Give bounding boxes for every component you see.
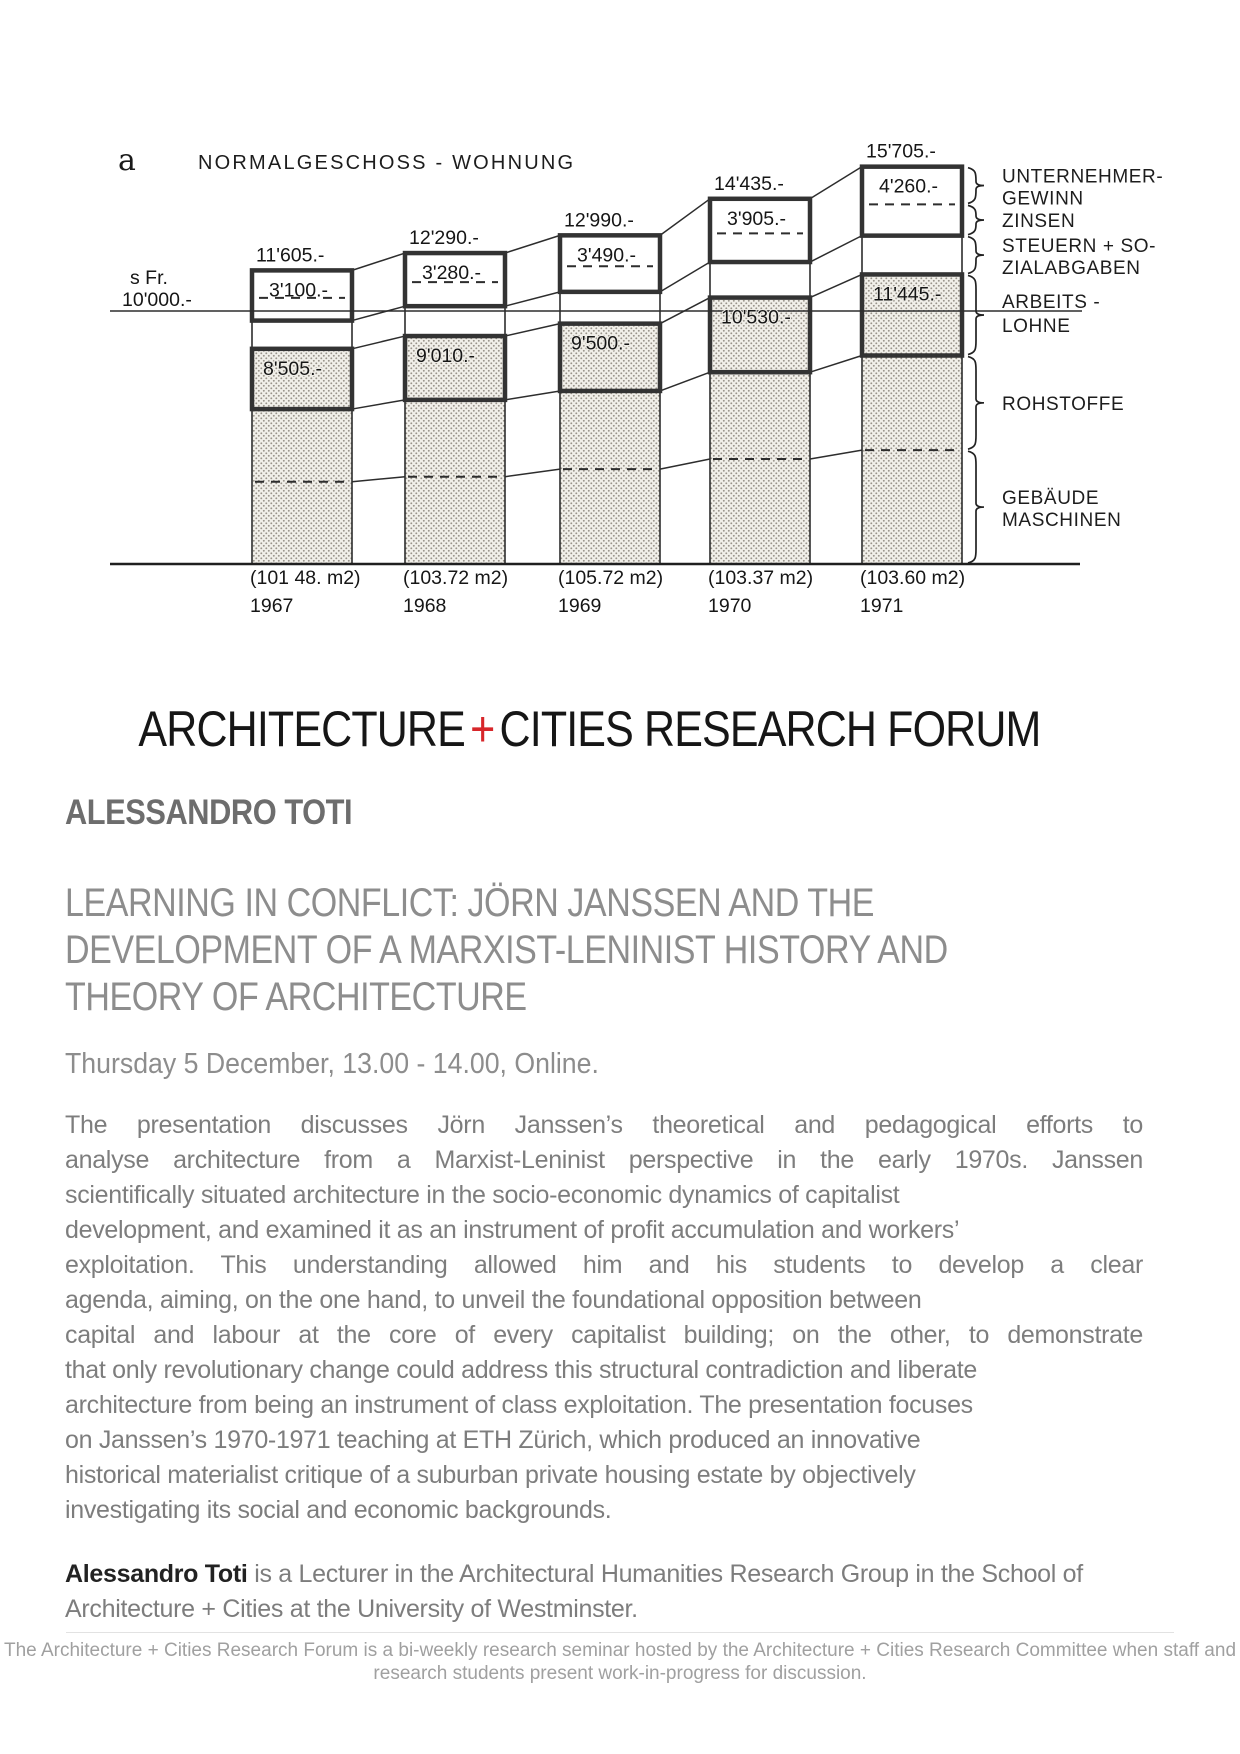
svg-text:1969: 1969 (558, 595, 602, 617)
svg-text:(103.72 m2): (103.72 m2) (403, 567, 509, 589)
svg-text:11'605.-: 11'605.- (256, 244, 325, 267)
abstract-line: that only revolutionary change could address this structural contradiction and liberate (65, 1356, 977, 1384)
svg-text:15'705.-: 15'705.- (866, 140, 936, 163)
svg-text:3'905.-: 3'905.- (727, 207, 787, 230)
svg-text:11'445.-: 11'445.- (873, 283, 942, 306)
event-datetime: Thursday 5 December, 13.00 - 14.00, Online. (65, 1048, 599, 1080)
abstract-line: development, and examined it as an instrument of profit accumulation and workers’ (65, 1216, 960, 1244)
abstract-line: The presentation discusses Jörn Janssen’s theoretical and pedagogical efforts to (65, 1111, 1143, 1139)
abstract-line: analyse architecture from a Marxist-Leninist perspective in the early 1970s. Janssen (65, 1146, 1143, 1174)
footer-note (0, 1639, 1240, 1685)
svg-text:(103.60 m2): (103.60 m2) (860, 567, 966, 589)
footer-line: research students present work-in-progress for discussion. (373, 1663, 867, 1684)
svg-text:14'435.-: 14'435.- (714, 172, 784, 195)
segment-legend-2 (968, 236, 1156, 279)
segment-legend-1 (968, 205, 1075, 234)
svg-text:(101 48. m2): (101 48. m2) (250, 567, 361, 589)
svg-text:ROHSTOFFE: ROHSTOFFE (1002, 393, 1125, 415)
talk-title-line: THEORY OF ARCHITECTURE (65, 975, 527, 1019)
segment-legend-5 (968, 451, 1121, 563)
forum-title-plus: + (470, 701, 495, 757)
chart-title: NORMALGESCHOSS - WOHNUNG (198, 152, 576, 174)
bio-line: Alessandro Toti is a Lecturer in the Architectural Humanities Research Group in the School of (65, 1560, 1083, 1588)
svg-text:1968: 1968 (403, 595, 447, 617)
svg-text:UNTERNEHMER-: UNTERNEHMER- (1002, 166, 1164, 188)
forum-title-part2: CITIES RESEARCH FORUM (499, 701, 1041, 757)
bio-line: Architecture + Cities at the University of Westminster. (65, 1595, 638, 1623)
abstract-line: exploitation. This understanding allowed him and his students to develop a clear (65, 1251, 1143, 1279)
svg-text:3'280.-: 3'280.- (422, 262, 482, 285)
svg-text:4'260.-: 4'260.- (879, 175, 939, 198)
svg-text:MASCHINEN: MASCHINEN (1002, 510, 1122, 532)
svg-text:1970: 1970 (708, 595, 752, 617)
segment-legend-4 (968, 357, 1124, 450)
svg-text:9'500.-: 9'500.- (571, 332, 631, 355)
talk-title-line: DEVELOPMENT OF A MARXIST-LENINIST HISTORY AND (65, 928, 948, 972)
abstract-line: scientifically situated architecture in the socio-economic dynamics of capitalist (65, 1181, 900, 1209)
svg-text:LOHNE: LOHNE (1002, 316, 1071, 337)
svg-text:3'490.-: 3'490.- (577, 244, 637, 267)
svg-text:8'505.-: 8'505.- (263, 357, 323, 380)
abstract-line: historical materialist critique of a suburban private housing estate by objectively (65, 1461, 916, 1489)
abstract-line: capital and labour at the core of every capitalist building; on the other, to demonstrate (65, 1321, 1143, 1349)
svg-text:STEUERN + SO-: STEUERN + SO- (1002, 236, 1157, 258)
abstract-line: agenda, aiming, on the one hand, to unveil the foundational opposition between (65, 1286, 922, 1314)
abstract-line: investigating its social and economic backgrounds. (65, 1496, 612, 1524)
y-axis-label (122, 267, 192, 311)
talk-title-line: LEARNING IN CONFLICT: JÖRN JANSSEN AND THE (65, 881, 875, 925)
footer-line: The Architecture + Cities Research Forum is a bi-weekly research seminar hosted by the Architecture + Cities Research Committee when staff and (3, 1640, 1237, 1661)
bar-1970 (710, 199, 810, 564)
svg-text:GEBÄUDE: GEBÄUDE (1002, 488, 1100, 510)
svg-text:1967: 1967 (250, 595, 294, 617)
svg-text:12'990.-: 12'990.- (564, 209, 634, 232)
figure-letter: a (118, 143, 136, 178)
svg-text:1971: 1971 (860, 595, 904, 617)
bar-1971 (862, 167, 962, 564)
cost-breakdown-chart (70, 112, 1182, 668)
footer-divider (66, 1632, 1174, 1633)
speaker-name: ALESSANDRO TOTI (65, 793, 353, 832)
bar-1967 (252, 270, 352, 564)
bar-1968 (405, 253, 505, 564)
svg-text:ARBEITS -: ARBEITS - (1002, 292, 1101, 313)
bar-1969 (560, 235, 660, 564)
svg-text:9'010.-: 9'010.- (416, 345, 476, 368)
abstract-line: architecture from being an instrument of class exploitation. The presentation focuses (65, 1391, 973, 1419)
abstract-paragraph (65, 1108, 1143, 1528)
svg-text:(103.37 m2): (103.37 m2) (708, 567, 814, 589)
svg-text:ZINSEN: ZINSEN (1002, 211, 1076, 233)
talk-title (65, 880, 1104, 1021)
segment-legend-3 (968, 275, 1100, 354)
svg-text:ZIALABGABEN: ZIALABGABEN (1002, 258, 1141, 280)
bio-name: Alessandro Toti (65, 1560, 248, 1588)
svg-text:s Fr.: s Fr. (130, 267, 168, 289)
svg-text:12'290.-: 12'290.- (409, 227, 479, 250)
abstract-line: on Janssen’s 1970-1971 teaching at ETH Zürich, which produced an innovative (65, 1426, 921, 1454)
forum-title-part1: ARCHITECTURE (138, 701, 465, 757)
svg-text:10'530.-: 10'530.- (721, 306, 791, 329)
segment-legend-0 (968, 167, 1163, 210)
forum-title (65, 700, 1050, 758)
speaker-bio (65, 1557, 1143, 1627)
svg-text:(105.72 m2): (105.72 m2) (558, 567, 664, 589)
svg-text:3'100.-: 3'100.- (269, 279, 329, 302)
cost-breakdown-figure (70, 112, 1182, 668)
svg-text:10'000.-: 10'000.- (122, 289, 192, 311)
svg-text:GEWINN: GEWINN (1002, 188, 1084, 210)
